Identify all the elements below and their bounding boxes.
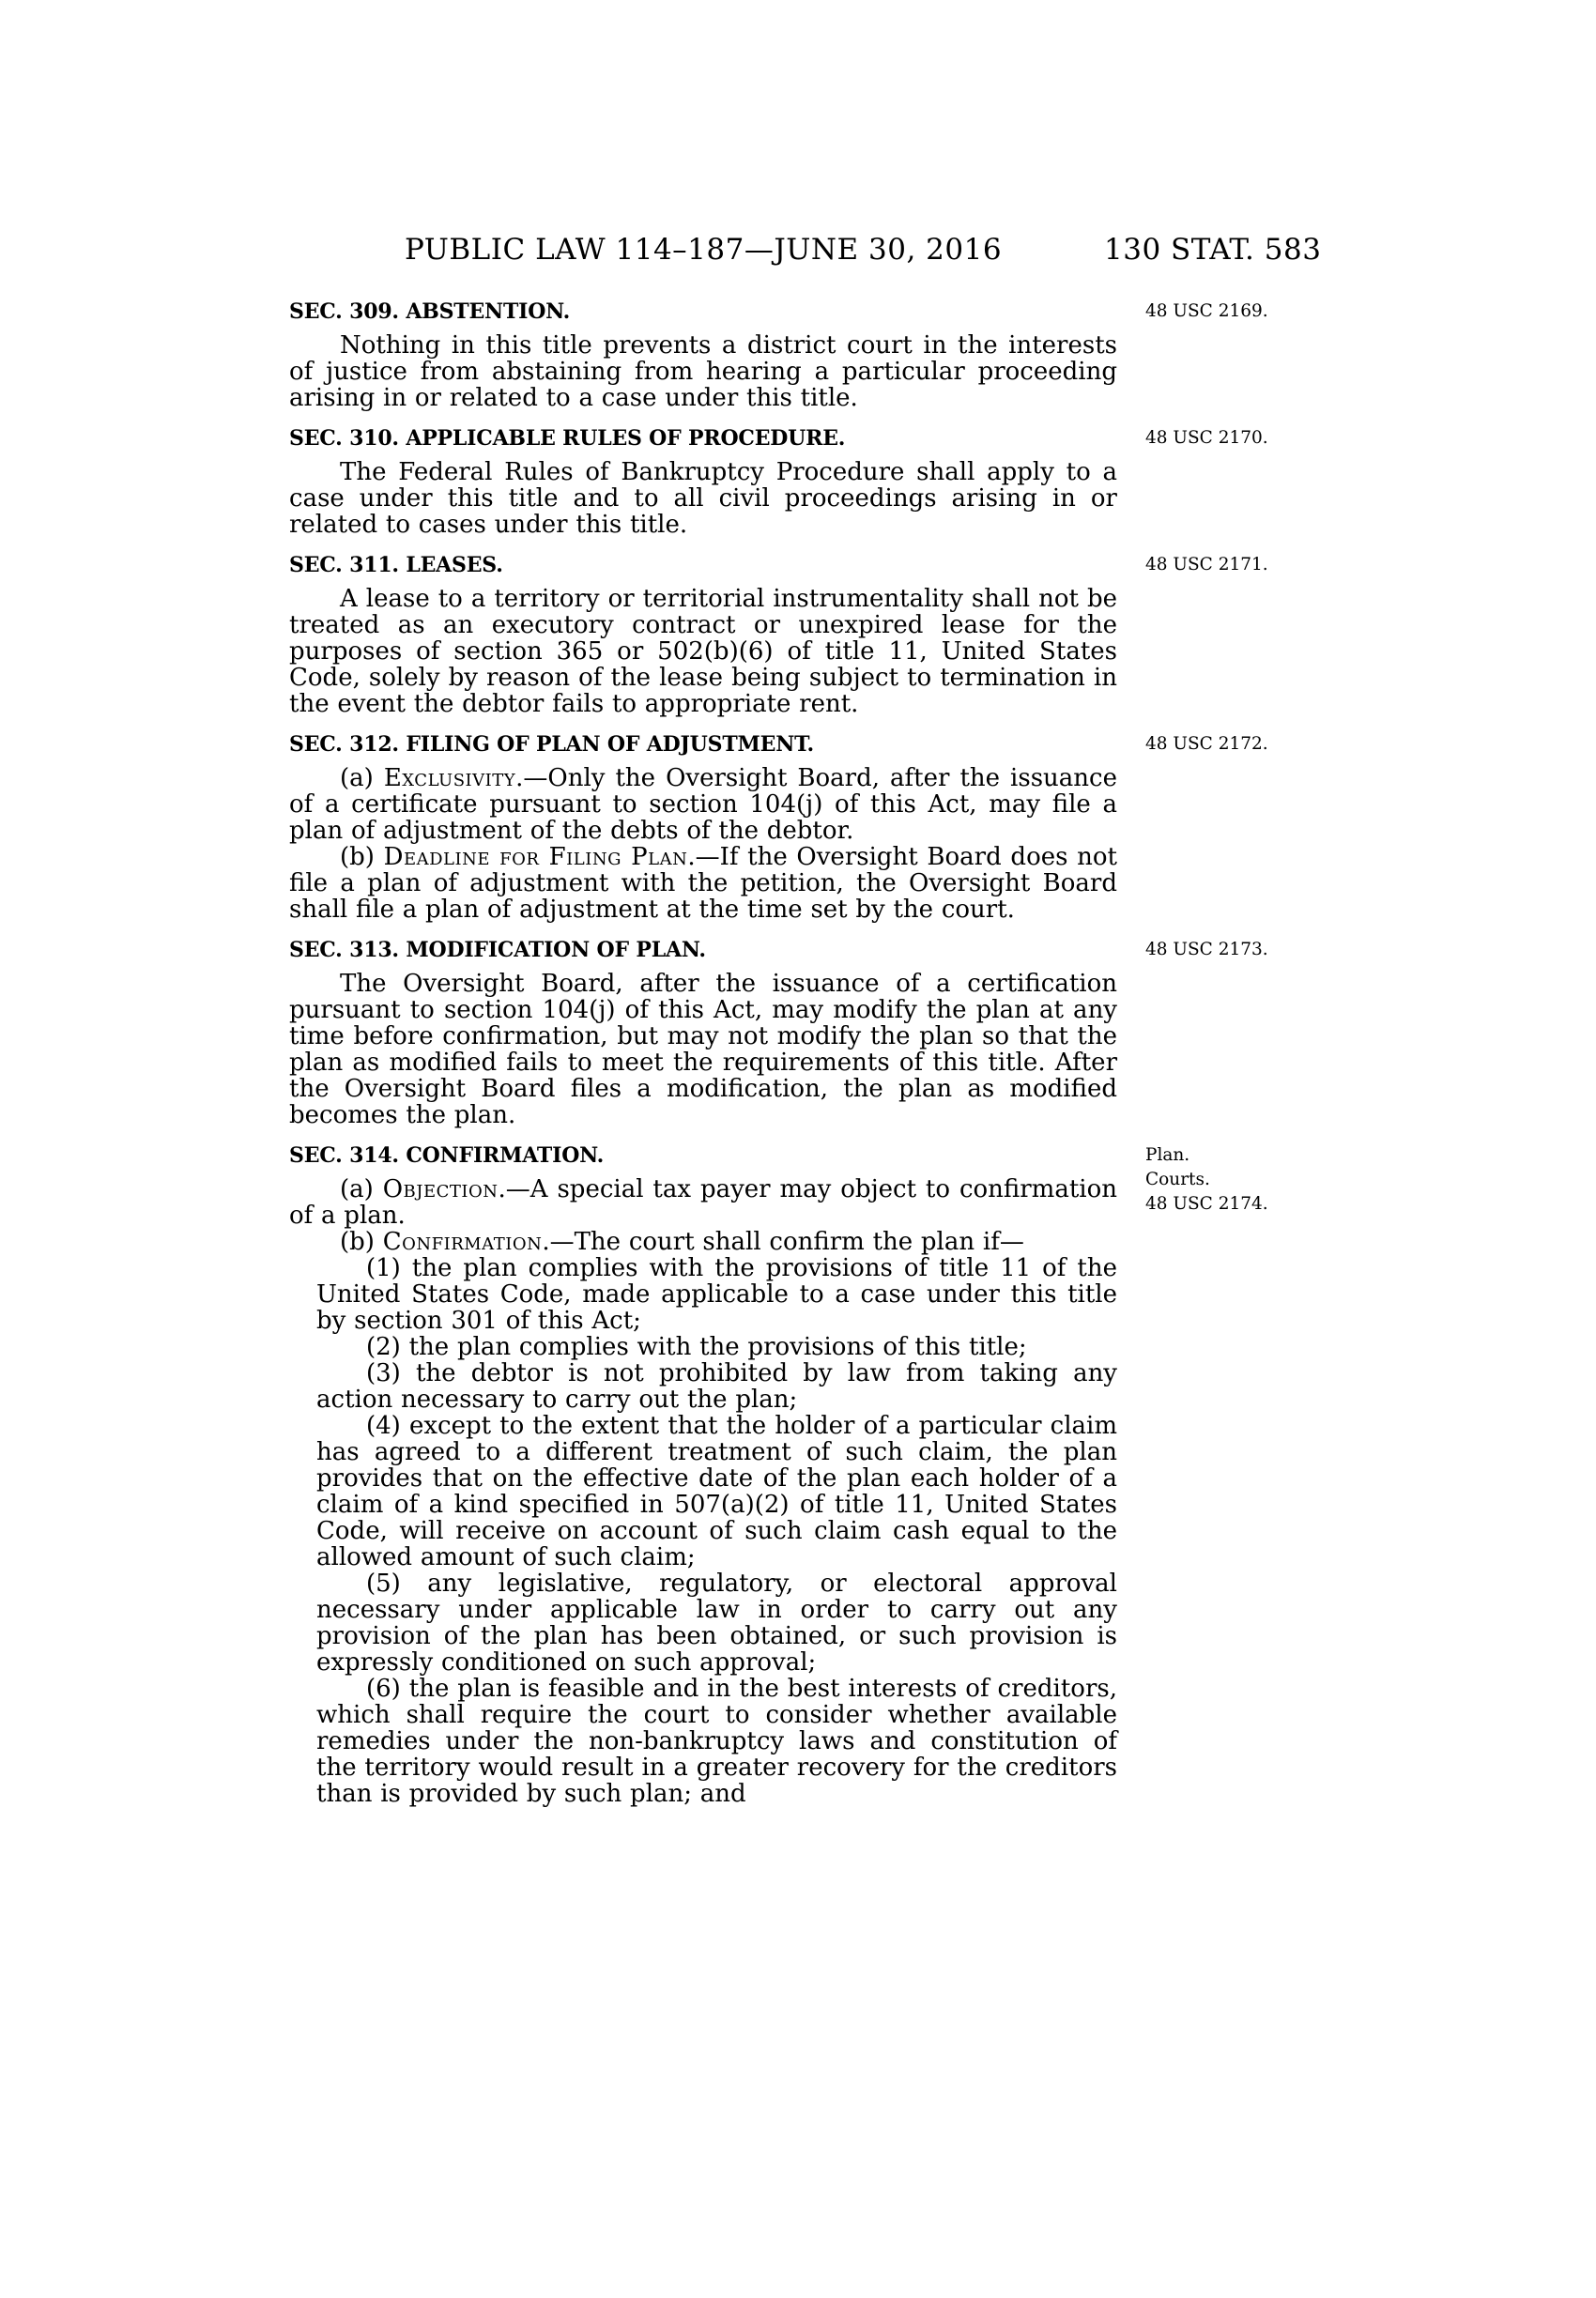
section-heading-309: [289, 299, 1268, 325]
paragraph-310-text: The Federal Rules of Bankruptcy Procedure shall apply to a case under this title and to all civil proceedings arising in or related to cases under this title.: [289, 458, 1117, 539]
paragraph-311-text: A lease to a territory or territorial instrumentality shall not be treated as an executory contract or unexpired lease for the purposes of section 365 or 502(b)(6) of title 11, United States Code, solely by reason of the lease being subject to termination in the event the debtor fails to appropriate rent.: [289, 585, 1117, 718]
section-heading-311: [289, 552, 1268, 578]
small-caps-term: Exclusivity: [383, 764, 516, 792]
section-heading-311-text: SEC. 311. LEASES.: [289, 553, 503, 577]
list-item-text: (4) except to the extent that the holder of a particular claim has agreed to a different treatment of such claim, the plan provides that on the effective date of the plan each holder of a claim of a kind specified in 507(a)(2) of title 11, United States Code, will receive on account of such claim cash equal to the allowed amount of such claim;: [316, 1412, 1117, 1571]
paragraph-311: [289, 586, 1117, 717]
list-item-text: (6) the plan is feasible and in the best interests of creditors, which shall require the court to consider whether available remedies under the non-bankruptcy laws and constitution of the territory would result in a greater recovery for the creditors than is provided by such plan; and: [316, 1675, 1117, 1808]
usc-citation-2173: 48 USC 2173.: [1145, 940, 1268, 959]
list-item-text: (1) the plan complies with the provisions of title 11 of the United States Code, made applicable to a case under this title by section 301 of this Act;: [316, 1254, 1117, 1335]
section-heading-312-text: SEC. 312. FILING OF PLAN OF ADJUSTMENT.: [289, 732, 814, 757]
paragraph-313: [289, 971, 1117, 1128]
usc-citation-2171: 48 USC 2171.: [1145, 555, 1268, 574]
list-item-314-b-1: [316, 1255, 1117, 1334]
section-heading-309-text: SEC. 309. ABSTENTION.: [289, 299, 571, 324]
section-heading-313: [289, 937, 1268, 963]
usc-citation-2172: 48 USC 2172.: [1145, 734, 1268, 754]
list-item-314-b-3: [316, 1360, 1117, 1413]
list-item-314-b-2: [316, 1334, 1117, 1360]
paragraph-309: [289, 332, 1117, 411]
paragraph-312-b-text: .—If the Oversight Board does not file a plan of adjustment with the petition, the Oversight Board shall file a plan of adjustment at the time set by the court.: [289, 843, 1117, 924]
section-heading-310-text: SEC. 310. APPLICABLE RULES OF PROCEDURE.: [289, 426, 846, 451]
margin-note-313: [1145, 938, 1418, 962]
list-item-314-b-6: [316, 1676, 1117, 1807]
subsection-enum: (b): [340, 843, 384, 871]
section-heading-310: [289, 425, 1268, 452]
paragraph-314-b-text: .—The court shall confirm the plan if—: [542, 1228, 1024, 1256]
statute-body: [289, 299, 1268, 1808]
subsection-enum: (a): [340, 1175, 383, 1203]
usc-citation-2174: 48 USC 2174.: [1145, 1194, 1268, 1214]
margin-note-plan: Plan.: [1145, 1145, 1190, 1165]
page-header: [289, 233, 1322, 267]
list-item-text: (3) the debtor is not prohibited by law from taking any action necessary to carry out the plan;: [316, 1359, 1117, 1414]
paragraph-312-b: [289, 844, 1117, 923]
margin-note-314: [1145, 1143, 1418, 1217]
section-heading-312: [289, 731, 1268, 758]
paragraph-314-a-text: .—A special tax payer may object to confirmation of a plan.: [289, 1175, 1117, 1230]
paragraph-310: [289, 459, 1117, 538]
statute-page: [0, 233, 1596, 2298]
paragraph-312-a: [289, 765, 1117, 844]
paragraph-314-a: [289, 1176, 1117, 1229]
margin-note-312: [1145, 732, 1418, 757]
small-caps-term: Confirmation: [382, 1228, 543, 1256]
list-item-text: (2) the plan complies with the provisions of this title;: [366, 1333, 1027, 1361]
stat-page-number: 130 STAT. 583: [1104, 233, 1322, 267]
paragraph-314-b: [289, 1229, 1117, 1255]
margin-note-courts: Courts.: [1145, 1170, 1210, 1189]
small-caps-term: Deadline for Filing Plan: [383, 843, 688, 871]
paragraph-313-text: The Oversight Board, after the issuance of a certification pursuant to section 104(j) of this Act, may modify the plan at any time before confirmation, but may not modify the plan so that the plan as modified fails to meet the requirements of this title. After the Oversight Board files a modification, the plan as modified becomes the plan.: [289, 970, 1117, 1129]
list-item-314-b-5: [316, 1570, 1117, 1676]
subsection-enum: (a): [340, 764, 384, 792]
list-item-314-b-4: [316, 1413, 1117, 1570]
list-item-text: (5) any legislative, regulatory, or electoral approval necessary under applicable law in order to carry out any provision of the plan has been obtained, or such provision is expressly conditioned on such approval;: [316, 1570, 1117, 1677]
paragraph-309-text: Nothing in this title prevents a district court in the interests of justice from abstaining from hearing a particular proceeding arising in or related to a case under this title.: [289, 331, 1117, 412]
paragraph-312-a-text: .—Only the Oversight Board, after the issuance of a certificate pursuant to section 104(j) of this Act, may file a plan of adjustment of the debts of the debtor.: [289, 764, 1117, 845]
section-heading-314-text: SEC. 314. CONFIRMATION.: [289, 1143, 605, 1168]
margin-note-311: [1145, 553, 1418, 577]
small-caps-term: Objection: [382, 1175, 499, 1203]
usc-citation-2170: 48 USC 2170.: [1145, 428, 1268, 448]
usc-citation-2169: 48 USC 2169.: [1145, 301, 1268, 321]
subsection-enum: (b): [340, 1228, 383, 1256]
margin-note-309: [1145, 299, 1418, 324]
law-title: PUBLIC LAW 114–187—JUNE 30, 2016: [404, 233, 1003, 267]
section-heading-313-text: SEC. 313. MODIFICATION OF PLAN.: [289, 938, 706, 962]
margin-note-310: [1145, 426, 1418, 451]
